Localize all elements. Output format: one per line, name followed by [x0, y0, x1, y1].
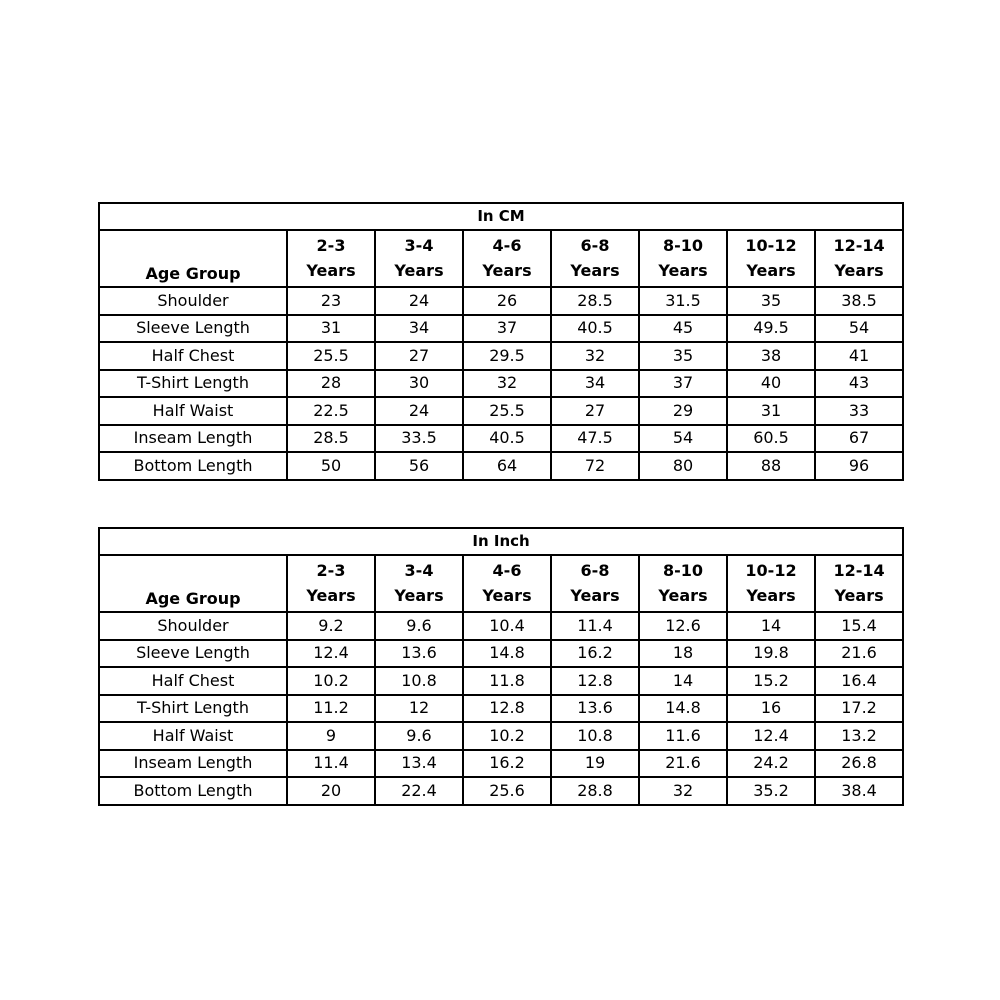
table-title-row — [99, 203, 903, 230]
measurement-value: 32 — [551, 342, 639, 370]
measurement-label: T-Shirt Length — [99, 370, 287, 398]
measurement-value: 34 — [551, 370, 639, 398]
age-unit: Years — [834, 261, 884, 280]
measurement-value: 30 — [375, 370, 463, 398]
measurement-value: 12.4 — [287, 640, 375, 668]
age-column-header — [375, 230, 463, 287]
measurement-value: 22.4 — [375, 777, 463, 805]
measurement-value: 24.2 — [727, 750, 815, 778]
measurement-value: 54 — [639, 425, 727, 453]
measurement-value: 40.5 — [551, 315, 639, 343]
measurement-value: 22.5 — [287, 397, 375, 425]
measurement-value: 10.8 — [551, 722, 639, 750]
table-row — [99, 370, 903, 398]
measurement-value: 37 — [639, 370, 727, 398]
measurement-label: Inseam Length — [99, 750, 287, 778]
age-column-header — [727, 555, 815, 612]
measurement-value: 32 — [639, 777, 727, 805]
measurement-value: 25.6 — [463, 777, 551, 805]
measurement-value: 11.6 — [639, 722, 727, 750]
measurement-value: 32 — [463, 370, 551, 398]
measurement-value: 15.2 — [727, 667, 815, 695]
measurement-label: Half Waist — [99, 397, 287, 425]
age-column-header — [375, 555, 463, 612]
measurement-value: 10.2 — [287, 667, 375, 695]
size-table-cm — [98, 202, 904, 481]
measurement-value: 10.2 — [463, 722, 551, 750]
measurement-value: 54 — [815, 315, 903, 343]
measurement-value: 12.8 — [463, 695, 551, 723]
age-range: 6-8 — [580, 236, 610, 255]
table-row — [99, 612, 903, 640]
measurement-label: Sleeve Length — [99, 640, 287, 668]
measurement-value: 16.2 — [551, 640, 639, 668]
measurement-value: 56 — [375, 452, 463, 480]
measurement-value: 31 — [727, 397, 815, 425]
measurement-label: Bottom Length — [99, 777, 287, 805]
age-column-header — [815, 555, 903, 612]
measurement-value: 9.6 — [375, 612, 463, 640]
measurement-label: Shoulder — [99, 612, 287, 640]
measurement-value: 11.4 — [551, 612, 639, 640]
measurement-value: 24 — [375, 287, 463, 315]
measurement-value: 29.5 — [463, 342, 551, 370]
measurement-value: 13.2 — [815, 722, 903, 750]
age-column-header — [287, 230, 375, 287]
measurement-value: 50 — [287, 452, 375, 480]
table-row — [99, 750, 903, 778]
table-row — [99, 452, 903, 480]
measurement-value: 9 — [287, 722, 375, 750]
measurement-value: 31 — [287, 315, 375, 343]
measurement-value: 26 — [463, 287, 551, 315]
size-table-inch — [98, 527, 904, 806]
age-range: 10-12 — [745, 236, 797, 255]
measurement-value: 40 — [727, 370, 815, 398]
age-group-header: Age Group — [99, 555, 287, 612]
measurement-value: 43 — [815, 370, 903, 398]
measurement-value: 21.6 — [639, 750, 727, 778]
age-range: 12-14 — [833, 561, 885, 580]
table-body — [99, 528, 903, 805]
measurement-value: 28.5 — [551, 287, 639, 315]
measurement-value: 14 — [639, 667, 727, 695]
measurement-value: 31.5 — [639, 287, 727, 315]
measurement-value: 12.4 — [727, 722, 815, 750]
age-unit: Years — [570, 586, 620, 605]
measurement-value: 16 — [727, 695, 815, 723]
age-range: 4-6 — [492, 561, 522, 580]
age-column-header — [639, 230, 727, 287]
age-unit: Years — [482, 261, 532, 280]
measurement-value: 72 — [551, 452, 639, 480]
measurement-value: 49.5 — [727, 315, 815, 343]
measurement-value: 9.2 — [287, 612, 375, 640]
table-row — [99, 695, 903, 723]
table-row — [99, 722, 903, 750]
measurement-label: Half Chest — [99, 667, 287, 695]
age-range: 3-4 — [404, 561, 434, 580]
measurement-label: Sleeve Length — [99, 315, 287, 343]
measurement-value: 34 — [375, 315, 463, 343]
measurement-value: 13.6 — [375, 640, 463, 668]
age-range: 6-8 — [580, 561, 610, 580]
age-range: 8-10 — [662, 236, 704, 255]
measurement-value: 23 — [287, 287, 375, 315]
age-unit: Years — [658, 261, 708, 280]
measurement-label: Shoulder — [99, 287, 287, 315]
table-title: In CM — [99, 203, 903, 230]
measurement-value: 28 — [287, 370, 375, 398]
measurement-value: 27 — [375, 342, 463, 370]
age-unit: Years — [482, 586, 532, 605]
table-row — [99, 397, 903, 425]
measurement-value: 12.6 — [639, 612, 727, 640]
measurement-value: 9.6 — [375, 722, 463, 750]
table-body — [99, 203, 903, 480]
age-unit: Years — [306, 586, 356, 605]
measurement-value: 60.5 — [727, 425, 815, 453]
measurement-value: 16.2 — [463, 750, 551, 778]
measurement-value: 45 — [639, 315, 727, 343]
age-range: 2-3 — [316, 561, 346, 580]
age-column-header — [463, 230, 551, 287]
measurement-value: 25.5 — [463, 397, 551, 425]
measurement-value: 16.4 — [815, 667, 903, 695]
age-range: 2-3 — [316, 236, 346, 255]
measurement-value: 35 — [639, 342, 727, 370]
age-column-header — [639, 555, 727, 612]
measurement-value: 41 — [815, 342, 903, 370]
age-range: 8-10 — [662, 561, 704, 580]
measurement-value: 14.8 — [639, 695, 727, 723]
measurement-label: Bottom Length — [99, 452, 287, 480]
measurement-value: 28.8 — [551, 777, 639, 805]
measurement-value: 38.4 — [815, 777, 903, 805]
age-unit: Years — [746, 261, 796, 280]
measurement-value: 38.5 — [815, 287, 903, 315]
measurement-value: 18 — [639, 640, 727, 668]
age-column-header — [551, 555, 639, 612]
measurement-value: 14 — [727, 612, 815, 640]
measurement-value: 11.2 — [287, 695, 375, 723]
age-range: 3-4 — [404, 236, 434, 255]
table-row — [99, 315, 903, 343]
age-column-header — [287, 555, 375, 612]
measurement-value: 35.2 — [727, 777, 815, 805]
age-group-header: Age Group — [99, 230, 287, 287]
measurement-value: 12.8 — [551, 667, 639, 695]
measurement-value: 27 — [551, 397, 639, 425]
measurement-value: 29 — [639, 397, 727, 425]
age-column-header — [551, 230, 639, 287]
measurement-value: 19.8 — [727, 640, 815, 668]
measurement-label: Half Waist — [99, 722, 287, 750]
age-unit: Years — [570, 261, 620, 280]
measurement-value: 17.2 — [815, 695, 903, 723]
table-row — [99, 640, 903, 668]
measurement-value: 67 — [815, 425, 903, 453]
measurement-label: T-Shirt Length — [99, 695, 287, 723]
measurement-value: 13.6 — [551, 695, 639, 723]
age-range: 12-14 — [833, 236, 885, 255]
measurement-value: 47.5 — [551, 425, 639, 453]
measurement-value: 37 — [463, 315, 551, 343]
measurement-value: 21.6 — [815, 640, 903, 668]
measurement-value: 28.5 — [287, 425, 375, 453]
table-title: In Inch — [99, 528, 903, 555]
age-range: 4-6 — [492, 236, 522, 255]
measurement-value: 38 — [727, 342, 815, 370]
measurement-value: 33 — [815, 397, 903, 425]
measurement-value: 40.5 — [463, 425, 551, 453]
measurement-value: 88 — [727, 452, 815, 480]
measurement-value: 10.8 — [375, 667, 463, 695]
measurement-value: 11.8 — [463, 667, 551, 695]
measurement-value: 20 — [287, 777, 375, 805]
age-range: 10-12 — [745, 561, 797, 580]
measurement-value: 15.4 — [815, 612, 903, 640]
measurement-value: 19 — [551, 750, 639, 778]
measurement-value: 35 — [727, 287, 815, 315]
measurement-value: 12 — [375, 695, 463, 723]
measurement-label: Half Chest — [99, 342, 287, 370]
table-header-row — [99, 230, 903, 287]
age-unit: Years — [746, 586, 796, 605]
measurement-value: 13.4 — [375, 750, 463, 778]
age-unit: Years — [394, 261, 444, 280]
table-header-row — [99, 555, 903, 612]
table-row — [99, 425, 903, 453]
age-column-header — [463, 555, 551, 612]
age-column-header — [727, 230, 815, 287]
table-row — [99, 342, 903, 370]
table-row — [99, 777, 903, 805]
table-row — [99, 287, 903, 315]
measurement-value: 26.8 — [815, 750, 903, 778]
measurement-value: 80 — [639, 452, 727, 480]
table-title-row — [99, 528, 903, 555]
measurement-value: 14.8 — [463, 640, 551, 668]
measurement-value: 33.5 — [375, 425, 463, 453]
measurement-label: Inseam Length — [99, 425, 287, 453]
age-unit: Years — [394, 586, 444, 605]
measurement-value: 11.4 — [287, 750, 375, 778]
measurement-value: 96 — [815, 452, 903, 480]
age-unit: Years — [658, 586, 708, 605]
measurement-value: 64 — [463, 452, 551, 480]
age-unit: Years — [306, 261, 356, 280]
age-column-header — [815, 230, 903, 287]
measurement-value: 10.4 — [463, 612, 551, 640]
measurement-value: 25.5 — [287, 342, 375, 370]
measurement-value: 24 — [375, 397, 463, 425]
age-unit: Years — [834, 586, 884, 605]
table-row — [99, 667, 903, 695]
